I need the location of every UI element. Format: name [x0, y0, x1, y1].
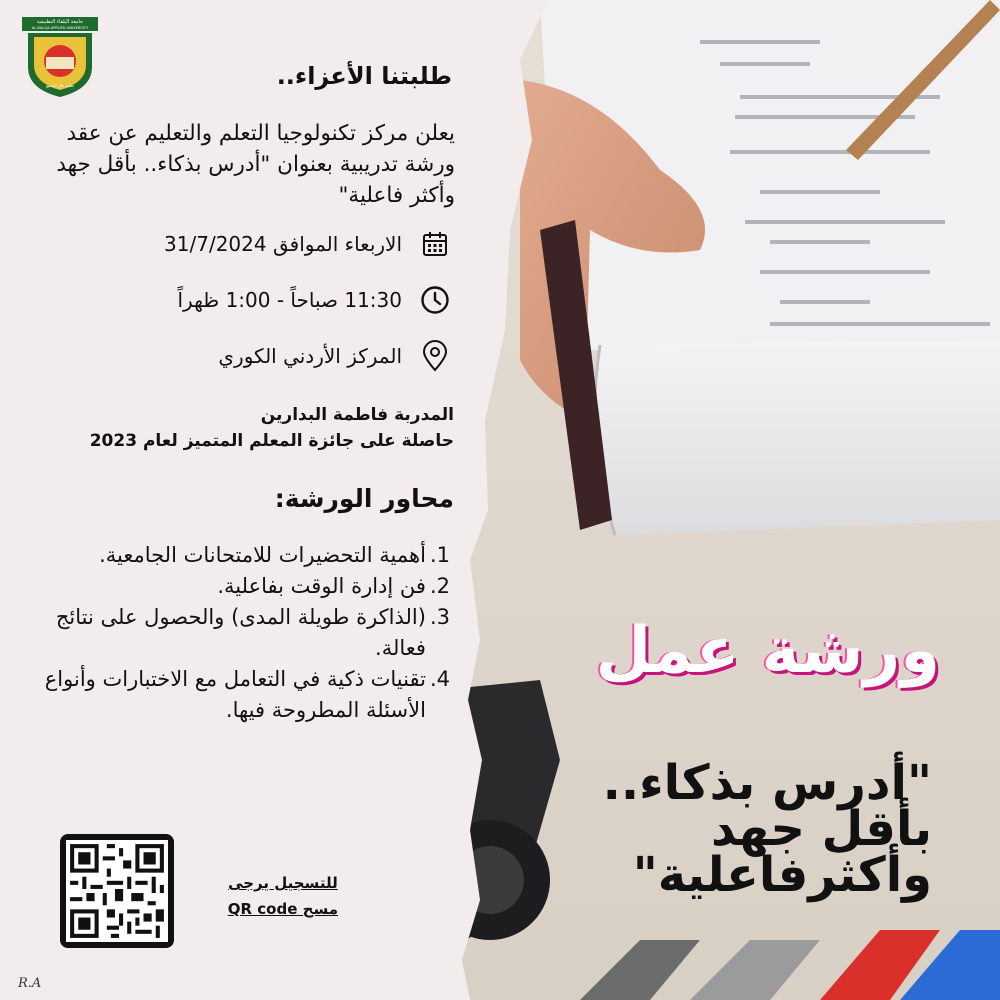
time-row: [177, 280, 452, 320]
event-date: الاربعاء الموافق 31/7/2024: [164, 232, 402, 256]
topics-list: [20, 540, 450, 726]
qr-code[interactable]: [60, 834, 174, 948]
list-item: 4. تقنيات ذكية في التعامل مع الاختبارات وأنواع الأسئلة المطروحة فيها.: [44, 667, 450, 722]
registration-line-1: للتسجيل يرجى: [228, 874, 338, 892]
list-item: 1. أهمية التحضيرات للامتحانات الجامعية.: [99, 543, 450, 567]
event-location: المركز الأردني الكوري: [218, 344, 402, 368]
announcement-text: يعلن مركز تكنولوجيا التعلم والتعليم عن عقد ورشة تدريبية بعنوان "أدرس بذكاء.. بأقل جهد وأكثر فاعلية": [56, 121, 455, 208]
university-logo: [22, 17, 98, 97]
list-item: 2. فن إدارة الوقت بفاعلية.: [217, 574, 450, 598]
calendar-icon: [418, 227, 452, 261]
event-time: 11:30 صباحاً - 1:00 ظهراً: [177, 288, 402, 312]
list-item: 3. (الذاكرة طويلة المدى) والحصول على نتائج فعالة.: [55, 605, 450, 660]
location-row: [218, 336, 452, 376]
workshop-topics-title: محاور الورشة:: [274, 484, 454, 513]
clock-icon: [418, 283, 452, 317]
date-row: [164, 224, 452, 264]
svg-text:جامعة البلقاء التطبيقية: جامعة البلقاء التطبيقية: [36, 19, 84, 25]
trainer-info: [90, 402, 454, 454]
trainer-name: المدربة فاطمة البدارين: [260, 405, 454, 425]
qr-code-pattern: [66, 840, 168, 942]
svg-text:تعليم عالٍ للجميع: تعليم عالٍ للجميع: [45, 83, 75, 88]
registration-note: [228, 870, 338, 922]
headline: ورشة عمل: [595, 614, 940, 688]
trainer-award: حاصلة على جائزة المعلم المتميز لعام 2023: [89, 431, 454, 451]
workshop-title: "أدرس بذكاء.. بأقل جهد وأكثرفاعلية": [602, 755, 932, 903]
registration-line-2: مسح QR code: [227, 900, 338, 918]
location-pin-icon: [418, 339, 452, 373]
signature: R.A: [18, 976, 42, 991]
svg-text:AL-BALQA APPLIED UNIVERSITY: AL-BALQA APPLIED UNIVERSITY: [31, 26, 89, 30]
greeting: طلبتنا الأعزاء..: [276, 62, 452, 90]
